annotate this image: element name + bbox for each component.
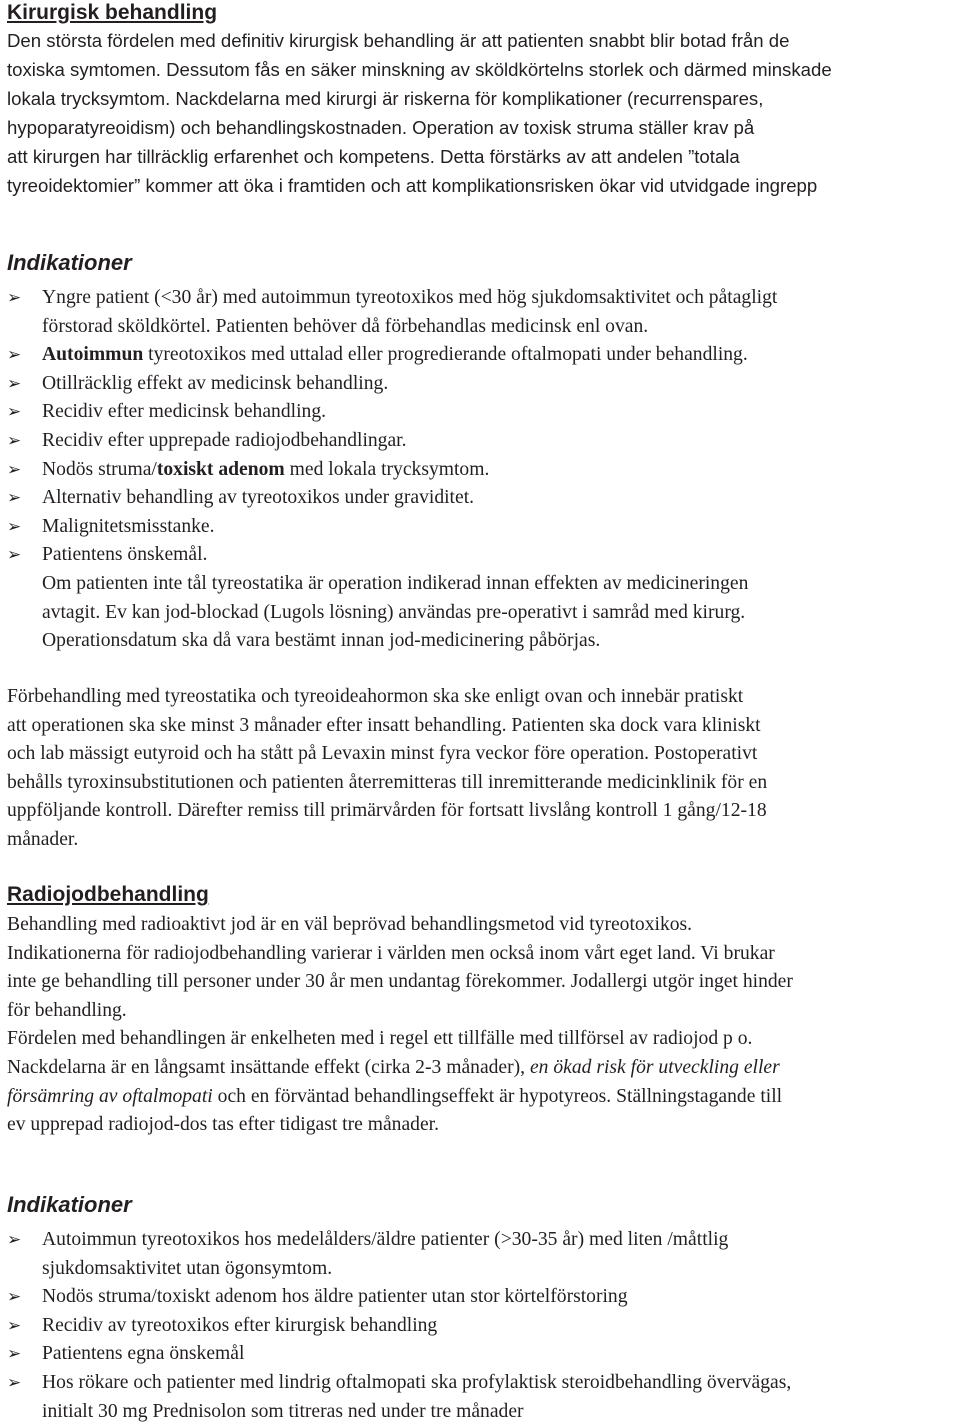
text-line: behålls tyroxinsubstitutionen och patienten återremitteras till inremitterande medicinklinik för en: [7, 771, 768, 793]
list-item-text: Patientens önskemål.: [42, 544, 208, 566]
text-segment: och en förväntad behandlingseffekt är hypotyreos. Ställningstagande till: [212, 1085, 783, 1107]
text-line: avtagit. Ev kan jod-blockad (Lugols lösning) användas pre-operativt i samråd med kirurg.: [42, 601, 746, 623]
list-item: [7, 456, 956, 485]
paragraph-radiojod: [7, 911, 956, 1140]
list-item: [7, 1340, 956, 1369]
list-item: [7, 1369, 956, 1426]
text-line: Behandling med radioaktivt jod är en väl beprövad behandlingsmetod vid tyreotoxikos.: [7, 914, 693, 935]
bullet-list-indikationer-radiojod: [7, 1226, 956, 1426]
list-item: [7, 341, 956, 370]
list-item-pre: Nodös struma/: [42, 458, 157, 480]
text-line: att kirurgen har tillräcklig erfarenhet och kompetens. Detta förstärks av att andelen ”totala: [7, 146, 740, 167]
list-item: [7, 1283, 956, 1312]
text-line: uppföljande kontroll. Därefter remiss till primärvården för fortsatt livslång kontroll 1 gång/12-18: [7, 800, 767, 822]
text-line: tyreoidektomier” kommer att öka i framtiden och att komplikationsrisken ökar vid utvidgade ingrepp: [7, 175, 818, 196]
text-line: Operationsdatum ska då vara bestämt innan jod-medicinering påbörjas.: [42, 630, 601, 652]
text-line: [7, 1054, 956, 1083]
arrow-bullet-icon: ➢: [7, 488, 22, 509]
arrow-bullet-icon: ➢: [7, 373, 22, 394]
list-item-text: Hos rökare och patienter med lindrig oftalmopati ska profylaktisk steroidbehandling övervägas,: [42, 1371, 792, 1393]
list-item: [7, 513, 956, 542]
text-line: [7, 1083, 956, 1112]
arrow-bullet-icon: ➢: [7, 545, 22, 566]
list-item: [7, 541, 956, 570]
list-item-text: sjukdomsaktivitet utan ögonsymtom.: [42, 1257, 333, 1279]
arrow-bullet-icon: ➢: [7, 402, 22, 423]
arrow-bullet-icon: ➢: [7, 1287, 22, 1308]
arrow-bullet-icon: ➢: [7, 1230, 22, 1250]
text-line: ev upprepad radiojod-dos tas efter tidigast tre månader.: [7, 1114, 439, 1136]
paragraph-kirurgisk: [7, 26, 956, 200]
list-item-text: Alternativ behandling av tyreotoxikos under graviditet.: [42, 487, 475, 509]
text-line: Den största fördelen med definitiv kirurgisk behandling är att patienten snabbt blir botad från de: [7, 30, 790, 51]
section-heading-indikationer-kirurgi: Indikationer: [7, 250, 132, 275]
text-line: för behandling.: [7, 999, 127, 1021]
section-heading-kirurgisk-behandling: Kirurgisk behandling: [7, 1, 218, 24]
italic-text: en ökad risk för utveckling eller: [529, 1056, 780, 1078]
italic-text: försämring av oftalmopati: [7, 1085, 213, 1107]
arrow-bullet-icon: ➢: [7, 345, 22, 366]
arrow-bullet-icon: ➢: [7, 1315, 22, 1336]
list-item-text: Patientens egna önskemål: [42, 1343, 245, 1365]
arrow-bullet-icon: ➢: [7, 459, 22, 480]
text-segment: Nackdelarna är en långsamt insättande effekt (cirka 2-3 månader),: [7, 1056, 530, 1078]
paragraph-forbehandling: [7, 683, 956, 855]
arrow-bullet-icon: ➢: [7, 516, 22, 537]
list-item-rest: tyreotoxikos med uttalad eller progredierande oftalmopati under behandling.: [143, 344, 748, 366]
arrow-bullet-icon: ➢: [7, 1372, 22, 1393]
list-item-rest: med lokala trycksymtom.: [284, 458, 490, 480]
text-line: lokala trycksymtom. Nackdelarna med kirurgi är riskerna för komplikationer (recurrenspares,: [7, 88, 764, 109]
text-line: och lab mässigt eutyroid och ha stått på Levaxin minst fyra veckor före operation. Postoperativt: [7, 743, 758, 765]
list-item: [7, 398, 956, 427]
list-item-text: initialt 30 mg Prednisolon som titreras ned under tre månader: [42, 1400, 524, 1422]
bold-term: toxiskt adenom: [156, 458, 285, 480]
list-item-text: Nodös struma/toxiskt adenom hos äldre patienter utan stor körtelförstoring: [42, 1286, 628, 1308]
text-line: inte ge behandling till personer under 30 år men undantag förekommer. Jodallergi utgör inget hinder: [7, 971, 793, 993]
text-line: Fördelen med behandlingen är enkelheten med i regel ett tillfälle med tillförsel av radiojod p o.: [7, 1028, 753, 1050]
list-item-text: Recidiv av tyreotoxikos efter kirurgisk behandling: [42, 1314, 438, 1336]
list-item-text: Otillräcklig effekt av medicinsk behandling.: [42, 372, 389, 394]
arrow-bullet-icon: ➢: [7, 430, 22, 451]
list-continuation: [7, 570, 956, 656]
section-heading-radiojodbehandling: Radiojodbehandling: [7, 883, 209, 906]
section-heading-indikationer-radiojod: Indikationer: [7, 1192, 132, 1217]
list-item-text: Recidiv efter upprepade radiojodbehandlingar.: [42, 429, 407, 451]
bullet-list-indikationer-kirurgi: [7, 284, 956, 656]
list-item-text: [42, 456, 956, 485]
list-item: [7, 284, 956, 341]
text-line: månader.: [7, 828, 79, 850]
list-item: [7, 1312, 956, 1341]
text-line: Förbehandling med tyreostatika och tyreoideahormon ska ske enligt ovan och innebär pratiskt: [7, 686, 744, 707]
arrow-bullet-icon: ➢: [7, 1344, 22, 1365]
arrow-bullet-icon: ➢: [7, 288, 22, 308]
list-item-text: [42, 341, 956, 370]
bold-term: Autoimmun: [42, 344, 144, 366]
text-line: Indikationerna för radiojodbehandling varierar i världen men också inom vårt eget land. Vi brukar: [7, 942, 775, 964]
text-line: hypoparatyreoidism) och behandlingskostnaden. Operation av toxisk struma ställer krav på: [7, 117, 755, 138]
list-item-text: Recidiv efter medicinsk behandling.: [42, 401, 327, 423]
text-line: Om patienten inte tål tyreostatika är operation indikerad innan effekten av medicineringen: [42, 572, 749, 594]
list-item-text: Yngre patient (<30 år) med autoimmun tyreotoxikos med hög sjukdomsaktivitet och påtagligt: [42, 287, 778, 308]
list-item: [7, 427, 956, 456]
list-item: [7, 370, 956, 399]
list-item: [7, 484, 956, 513]
list-item: [7, 1226, 956, 1283]
list-item-text: förstorad sköldkörtel. Patienten behöver då förbehandlas medicinsk enl ovan.: [42, 315, 649, 337]
list-item-text: Autoimmun tyreotoxikos hos medelålders/äldre patienter (>30-35 år) med liten /måttlig: [42, 1229, 729, 1250]
list-item-text: Malignitetsmisstanke.: [42, 515, 215, 537]
text-line: toxiska symtomen. Dessutom fås en säker minskning av sköldkörtelns storlek och därmed minskade: [7, 59, 832, 80]
text-line: att operationen ska ske minst 3 månader efter insatt behandling. Patienten ska dock vara kliniskt: [7, 714, 761, 736]
